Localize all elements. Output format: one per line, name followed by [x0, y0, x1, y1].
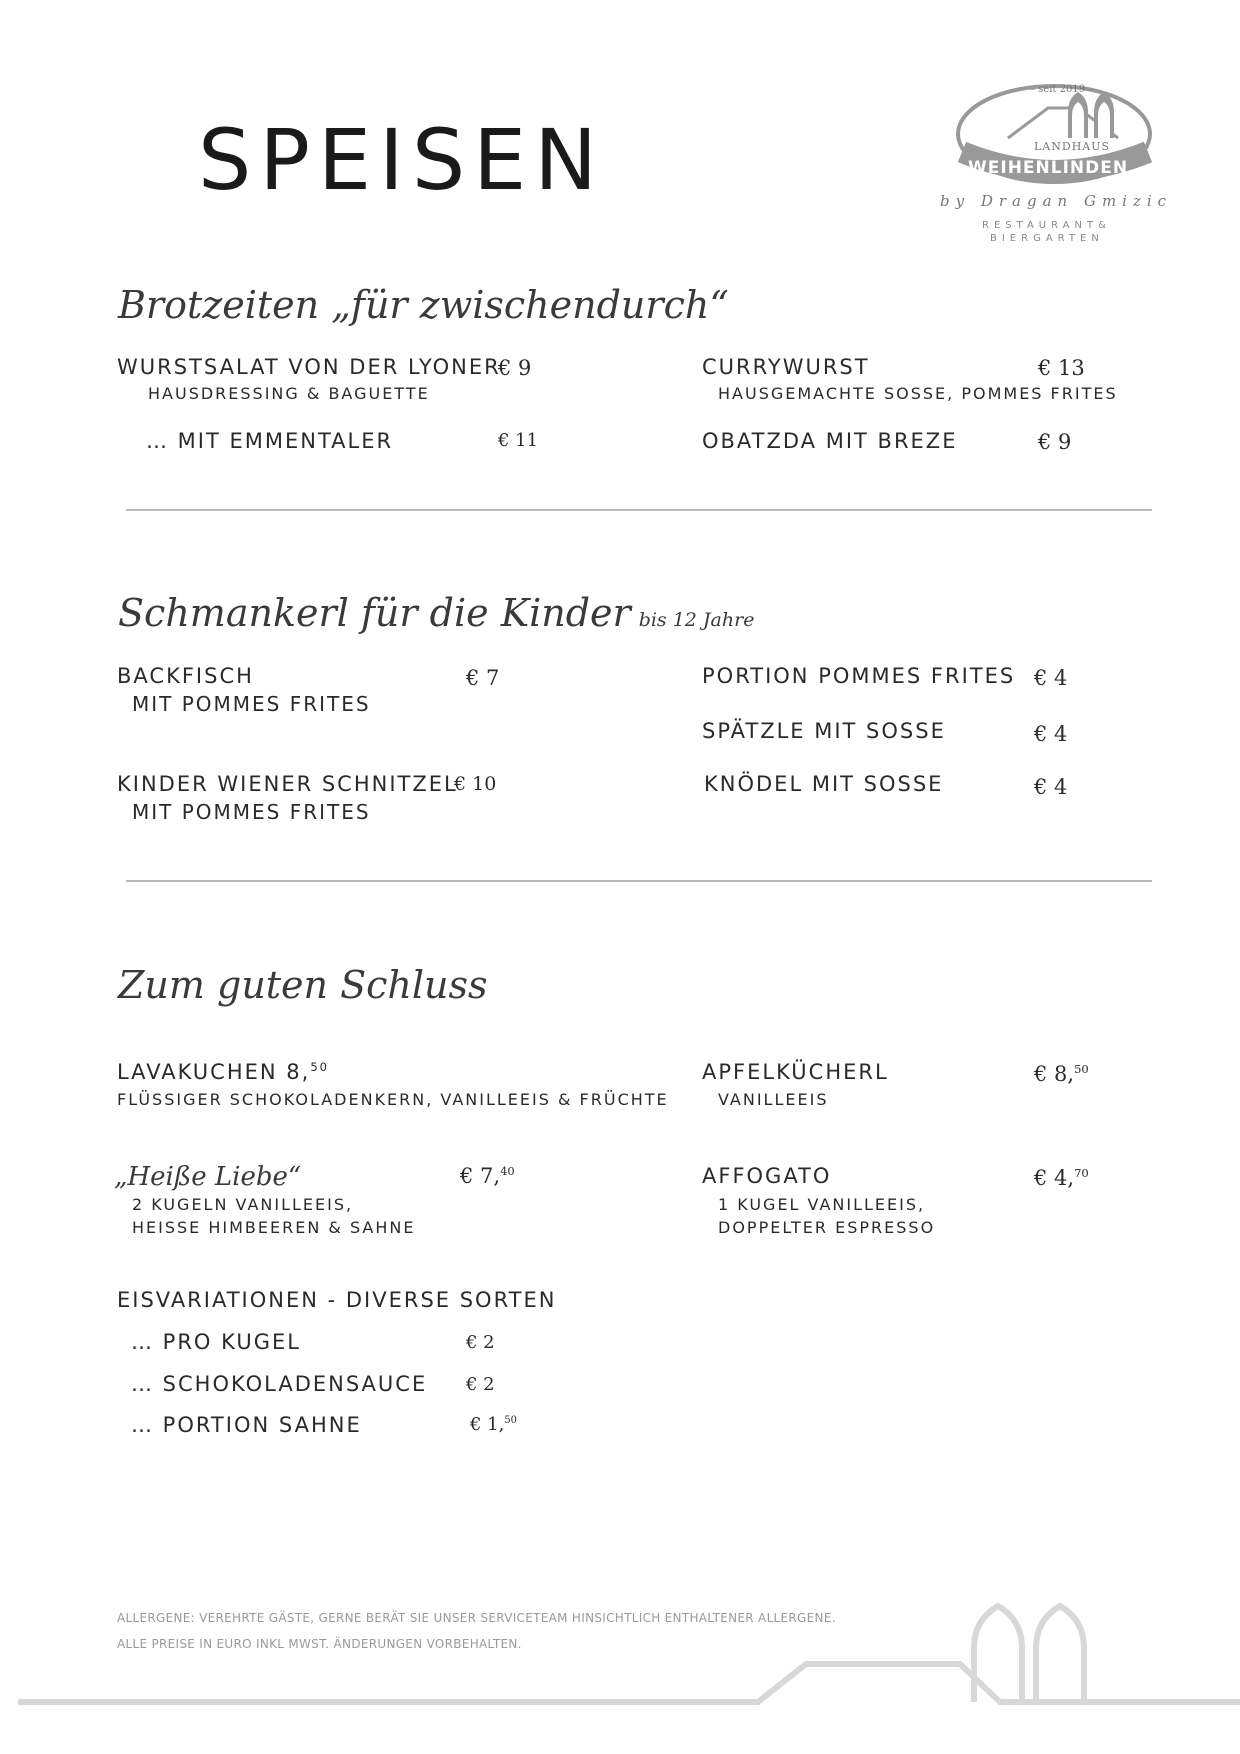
item-portion-sahne: … PORTION SAHNE [131, 1413, 362, 1437]
item-kinder-schnitzel: KINDER WIENER SCHNITZEL [117, 772, 458, 796]
price-mit-emmentaler: € 11 [498, 430, 539, 451]
kinder-heading-text: Schmankerl für die Kinder [118, 591, 631, 635]
item-heisse-liebe: „Heiße Liebe“ [114, 1162, 302, 1192]
restaurant-logo [940, 78, 1173, 248]
desc-affogato-1: 1 KUGEL VANILLEEIS, [718, 1195, 926, 1214]
item-lavakuchen [117, 1062, 329, 1083]
footer-preise: ALLE PREISE IN EURO INKL MWST. ÄNDERUNGEN VORBEHALTEN. [117, 1637, 522, 1651]
desc-backfisch: MIT POMMES FRITES [132, 692, 371, 716]
item-knoedel: KNÖDEL MIT SOSSE [704, 772, 944, 796]
portion-sahne-price-sup: 50 [504, 1415, 517, 1426]
desc-heisse-liebe-2: HEISSE HIMBEEREN & SAHNE [132, 1218, 416, 1237]
price-schokoladensauce: € 2 [466, 1374, 495, 1395]
item-apfelkuecherl: APFELKÜCHERL [702, 1060, 889, 1084]
apfelkuecherl-price: € 8, [1034, 1062, 1075, 1086]
logo-landhaus: LANDHAUS [1034, 140, 1111, 153]
item-affogato: AFFOGATO [702, 1164, 832, 1188]
item-eisvariationen: EISVARIATIONEN - DIVERSE SORTEN [117, 1288, 557, 1312]
item-spaetzle: SPÄTZLE MIT SOSSE [702, 719, 946, 743]
desc-apfelkuecherl: VANILLEEIS [718, 1090, 829, 1109]
desc-wurstsalat: HAUSDRESSING & BAGUETTE [148, 384, 430, 403]
logo-line1: RESTAURANT& [982, 220, 1111, 231]
footer-allergene: ALLERGENE: VEREHRTE GÄSTE, GERNE BERÄT SIE UNSER SERVICETEAM HINSICHTLICH ENTHALTENER ALLERGENE. [117, 1611, 836, 1625]
desc-lavakuchen: FLÜSSIGER SCHOKOLADENKERN, VANILLEEIS & FRÜCHTE [117, 1090, 669, 1109]
item-wurstsalat: WURSTSALAT VON DER LYONER [117, 355, 501, 379]
price-affogato [1034, 1168, 1089, 1189]
logo-seit: – seit 2019 – [1030, 84, 1094, 95]
logo-line2: BIERGARTEN [990, 233, 1104, 244]
item-obatzda: OBATZDA MIT BREZE [702, 429, 958, 453]
price-obatzda: € 9 [1038, 430, 1072, 454]
desc-affogato-2: DOPPELTER ESPRESSO [718, 1218, 936, 1237]
item-mit-emmentaler: … MIT EMMENTALER [146, 429, 394, 453]
logo-name: WEIHENLINDEN [968, 158, 1129, 178]
desc-currywurst: HAUSGEMACHTE SOSSE, POMMES FRITES [718, 384, 1118, 403]
page-title: SPEISEN [198, 111, 606, 209]
section-divider [126, 509, 1152, 511]
heisse-liebe-price: € 7, [460, 1164, 501, 1188]
price-backfisch: € 7 [466, 666, 500, 690]
lavakuchen-name: LAVAKUCHEN 8, [117, 1060, 311, 1084]
item-pommes: PORTION POMMES FRITES [702, 664, 1016, 688]
section-divider [126, 880, 1152, 882]
portion-sahne-price: € 1, [470, 1414, 505, 1435]
item-schokoladensauce: … SCHOKOLADENSAUCE [131, 1372, 428, 1396]
price-kinder-schnitzel: € 10 [454, 773, 497, 795]
desc-heisse-liebe-1: 2 KUGELN VANILLEEIS, [132, 1195, 354, 1214]
price-wurstsalat: € 9 [498, 356, 532, 380]
item-pro-kugel: … PRO KUGEL [131, 1330, 301, 1354]
price-heisse-liebe [460, 1166, 515, 1187]
price-portion-sahne [470, 1416, 517, 1434]
price-apfelkuecherl [1034, 1064, 1089, 1085]
price-pommes: € 4 [1034, 666, 1068, 690]
section-heading-brotzeiten: Brotzeiten „für zwischendurch“ [118, 283, 729, 327]
item-backfisch: BACKFISCH [117, 664, 254, 688]
logo-owner: by Dragan Gmizic [940, 192, 1173, 210]
affogato-price-sup: 70 [1074, 1166, 1089, 1180]
logo-emblem-icon [948, 78, 1166, 198]
affogato-price: € 4, [1034, 1166, 1075, 1190]
apfelkuecherl-price-sup: 50 [1074, 1062, 1089, 1076]
heisse-liebe-price-sup: 40 [500, 1164, 515, 1178]
kinder-heading-note: bis 12 Jahre [638, 609, 755, 631]
price-pro-kugel: € 2 [466, 1332, 495, 1353]
section-heading-schluss: Zum guten Schluss [118, 963, 488, 1007]
price-currywurst: € 13 [1038, 356, 1085, 380]
desc-kinder-schnitzel: MIT POMMES FRITES [132, 800, 371, 824]
section-heading-kinder [118, 591, 755, 635]
price-spaetzle: € 4 [1034, 722, 1068, 746]
item-currywurst: CURRYWURST [702, 355, 870, 379]
lavakuchen-price-sup: 50 [310, 1060, 330, 1074]
footer-house-outline-icon [0, 1594, 1240, 1754]
price-knoedel: € 4 [1034, 775, 1068, 799]
